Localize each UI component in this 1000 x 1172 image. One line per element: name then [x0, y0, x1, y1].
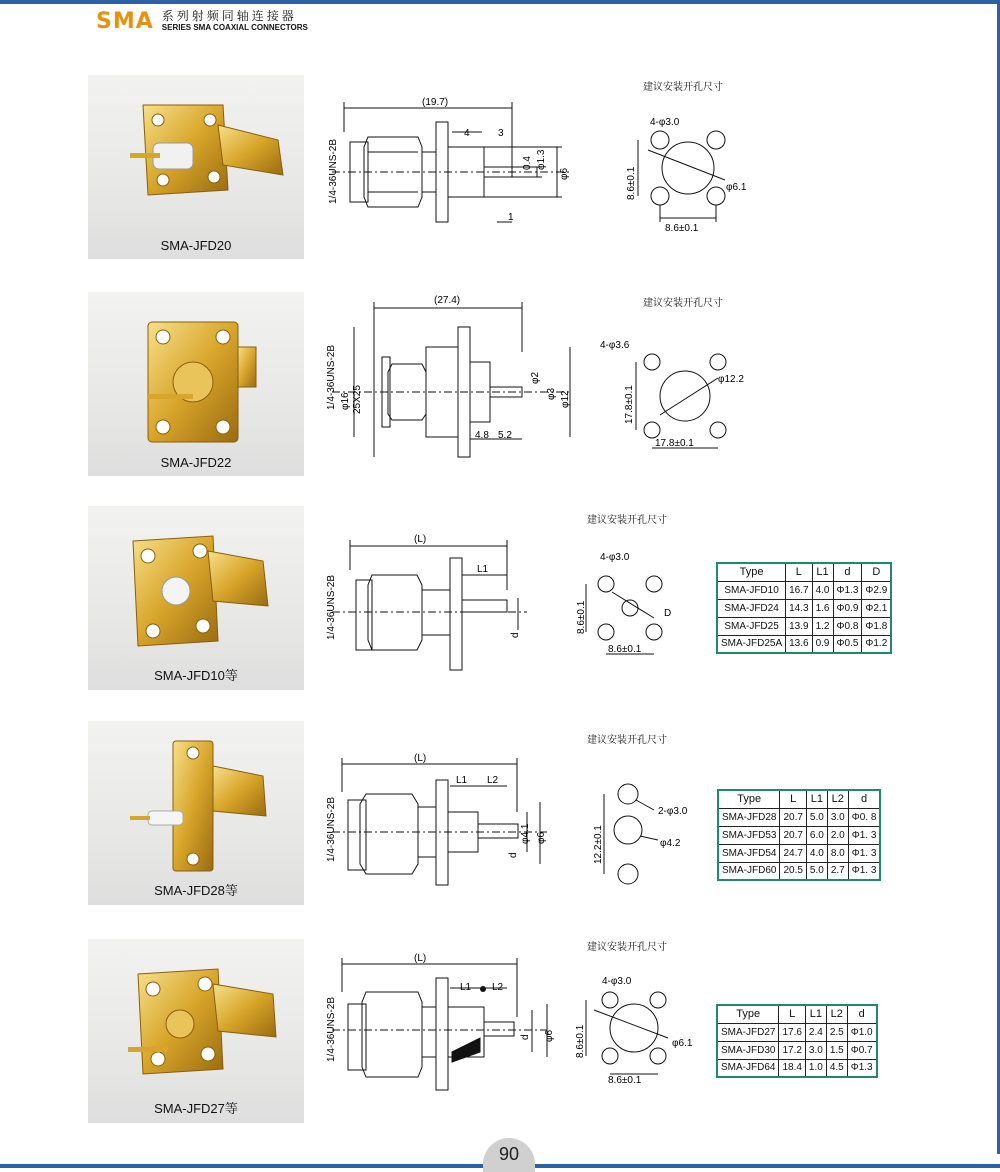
table-cell: 16.7	[786, 581, 812, 599]
dim-l1: L1	[460, 982, 472, 993]
dim-overall: (L)	[414, 753, 427, 764]
table-cell: Φ1.0	[847, 1023, 876, 1041]
table-header-cell: d	[847, 1005, 876, 1023]
table-header-cell: L1	[805, 1005, 826, 1023]
dim-c: φ12	[560, 390, 571, 408]
page-header	[96, 6, 308, 36]
spec-table-jfd27	[716, 1004, 878, 1078]
table-row	[717, 1059, 877, 1077]
table-cell: Φ0. 8	[848, 808, 880, 826]
dimension-drawing-jfd22	[322, 292, 582, 464]
hole-title: 建议安装开孔尺寸	[587, 942, 667, 953]
connector-image	[88, 75, 304, 259]
table-row	[717, 617, 891, 635]
reference-point	[480, 986, 486, 992]
table-cell: 1.6	[812, 599, 833, 617]
hole-center: φ6.1	[726, 182, 747, 193]
table-cell: 17.6	[779, 1023, 805, 1041]
hole-count: 2-φ3.0	[658, 806, 688, 817]
dim-d: d	[508, 852, 519, 858]
hole-h: 8.6±0.1	[665, 223, 699, 234]
dim-thread: 1/4-36UNS-2B	[326, 574, 337, 640]
hole-h: 8.6±0.1	[608, 644, 642, 655]
table-cell: Φ1.8	[862, 617, 891, 635]
dim-d: φ1.3	[536, 149, 547, 170]
table-cell: 17.2	[779, 1041, 805, 1059]
table-cell: Φ2.9	[862, 581, 891, 599]
product-photo-jfd20	[88, 75, 304, 259]
dim-flange2: 25X25	[352, 385, 363, 414]
dim-b: 3	[498, 128, 504, 139]
table-header-cell: Type	[718, 790, 780, 808]
top-border	[0, 0, 1000, 4]
product-label: SMA-JFD20	[160, 238, 232, 253]
dim-overall: (19.7)	[422, 97, 449, 108]
dim-overall: (L)	[414, 953, 427, 964]
table-cell: Φ0.7	[847, 1041, 876, 1059]
table-cell: Φ0.8	[833, 617, 862, 635]
dimension-drawing-jfd20	[322, 92, 582, 242]
table-header-cell: Type	[717, 1005, 779, 1023]
table-header-cell: L1	[812, 563, 833, 581]
hole-h: 8.6±0.1	[608, 1075, 642, 1086]
hole-v: 12.2±0.1	[593, 825, 604, 864]
product-label: SMA-JFD22	[160, 455, 232, 470]
hole-count: 4-φ3.6	[600, 340, 630, 351]
dim-f: φ6	[544, 1029, 555, 1042]
table-row	[718, 844, 880, 862]
hole-v: 8.6±0.1	[626, 166, 637, 200]
hole-center: φ4.2	[660, 838, 681, 849]
table-cell: 1.2	[812, 617, 833, 635]
hole-h: 17.8±0.1	[655, 438, 694, 449]
product-photo-jfd27	[88, 939, 304, 1123]
hole-count: 4-φ3.0	[650, 117, 680, 128]
connector-image	[88, 939, 304, 1123]
table-cell: SMA-JFD27	[717, 1023, 779, 1041]
table-cell: 3.0	[827, 808, 848, 826]
header-title-en: SERIES SMA COAXIAL CONNECTORS	[161, 23, 308, 32]
product-label: SMA-JFD27等	[154, 1101, 238, 1116]
hole-title: 建议安装开孔尺寸	[643, 82, 723, 93]
dim-e: φ6	[559, 167, 570, 180]
dim-f: 1	[508, 212, 514, 223]
dim-a: 4	[464, 128, 470, 139]
hole-title: 建议安装开孔尺寸	[643, 298, 723, 309]
hole-v: 8.6±0.1	[575, 1024, 586, 1058]
dim-a: φ2	[530, 371, 541, 384]
page-number: 90	[483, 1138, 535, 1172]
table-cell: 2.4	[805, 1023, 826, 1041]
table-cell: 18.4	[779, 1059, 805, 1077]
table-cell: Φ0.5	[833, 635, 862, 653]
dim-flange1: φ16	[340, 392, 351, 410]
product-photo-jfd22	[88, 292, 304, 476]
table-cell: SMA-JFD64	[717, 1059, 779, 1077]
table-header-cell: d	[848, 790, 880, 808]
table-header-cell: L2	[826, 1005, 847, 1023]
table-cell: 2.0	[827, 826, 848, 844]
hole-drawing-jfd27	[572, 970, 707, 1085]
connector-image	[88, 292, 304, 476]
table-cell: 3.0	[805, 1041, 826, 1059]
table-cell: Φ0.9	[833, 599, 862, 617]
table-row	[718, 862, 880, 880]
table-header-cell: d	[833, 563, 862, 581]
table-row	[717, 1041, 877, 1059]
table-cell: SMA-JFD53	[718, 826, 780, 844]
table-cell: SMA-JFD60	[718, 862, 780, 880]
hole-drawing-jfd22	[600, 330, 770, 460]
table-cell: SMA-JFD25	[717, 617, 786, 635]
dim-e: 5.2	[498, 430, 512, 441]
dim-thread: 1/4-36UNS-2B	[326, 996, 337, 1062]
table-cell: 1.5	[826, 1041, 847, 1059]
table-cell: Φ1.3	[833, 581, 862, 599]
hole-v: 8.6±0.1	[576, 600, 587, 634]
table-cell: 20.7	[780, 808, 806, 826]
product-label: SMA-JFD10等	[154, 668, 238, 683]
table-cell: Φ2.1	[862, 599, 891, 617]
table-cell: 4.0	[812, 581, 833, 599]
table-cell: SMA-JFD25A	[717, 635, 786, 653]
dim-d: d	[510, 632, 521, 638]
dim-e: φ4.1	[520, 823, 531, 844]
table-row	[718, 808, 880, 826]
table-header-cell: D	[862, 563, 891, 581]
dim-f: φ6	[536, 831, 547, 844]
table-cell: 4.0	[806, 844, 827, 862]
hole-center: D	[664, 608, 672, 619]
table-header-cell: L	[779, 1005, 805, 1023]
hole-title: 建议安装开孔尺寸	[587, 735, 667, 746]
hole-v: 17.8±0.1	[624, 385, 635, 424]
table-header-cell: L1	[806, 790, 827, 808]
table-cell: 20.7	[780, 826, 806, 844]
hole-drawing-jfd10	[572, 542, 692, 662]
table-row	[717, 635, 891, 653]
dimension-drawing-jfd27	[322, 952, 555, 1097]
table-cell: 5.0	[806, 862, 827, 880]
connector-image	[88, 721, 304, 905]
table-cell: Φ1. 3	[848, 844, 880, 862]
table-row	[717, 581, 891, 599]
hole-count: 4-φ3.0	[602, 976, 632, 987]
table-cell: 13.9	[786, 617, 812, 635]
table-cell: 24.7	[780, 844, 806, 862]
table-header-cell: L2	[827, 790, 848, 808]
dimension-drawing-jfd10	[322, 530, 532, 680]
table-cell: 1.0	[805, 1059, 826, 1077]
table-cell: Φ1.2	[862, 635, 891, 653]
table-cell: Φ1. 3	[848, 826, 880, 844]
product-label: SMA-JFD28等	[154, 883, 238, 898]
dim-c: 0.4	[522, 156, 533, 170]
hole-title: 建议安装开孔尺寸	[587, 515, 667, 526]
connector-image	[88, 506, 304, 690]
table-cell: 6.0	[806, 826, 827, 844]
dim-b: φ3	[546, 387, 557, 400]
table-row	[717, 1023, 877, 1041]
table-row	[717, 599, 891, 617]
table-cell: SMA-JFD28	[718, 808, 780, 826]
table-cell: 13.6	[786, 635, 812, 653]
table-cell: SMA-JFD10	[717, 581, 786, 599]
hole-center: φ12.2	[718, 374, 744, 385]
table-cell: 2.5	[826, 1023, 847, 1041]
table-cell: 20.5	[780, 862, 806, 880]
table-header-row	[718, 790, 880, 808]
dim-l2: L2	[487, 775, 499, 786]
table-cell: 2.7	[827, 862, 848, 880]
table-header-row	[717, 563, 891, 581]
table-cell: 0.9	[812, 635, 833, 653]
table-row	[718, 826, 880, 844]
table-header-row	[717, 1005, 877, 1023]
table-header-cell: Type	[717, 563, 786, 581]
product-photo-jfd28	[88, 721, 304, 905]
table-cell: 14.3	[786, 599, 812, 617]
sma-logo: SMA	[96, 8, 154, 34]
dim-l1: L1	[477, 564, 489, 575]
table-cell: SMA-JFD30	[717, 1041, 779, 1059]
table-header-cell: L	[780, 790, 806, 808]
dim-overall: (L)	[414, 534, 427, 545]
table-cell: Φ1.3	[847, 1059, 876, 1077]
dimension-drawing-jfd28	[322, 752, 552, 892]
table-cell: Φ1. 3	[848, 862, 880, 880]
dim-thread: 1/4-36UNS-2B	[326, 796, 337, 862]
dim-overall: (27.4)	[434, 295, 461, 306]
header-title-cn: 系列射频同轴连接器	[161, 9, 297, 23]
table-cell: 5.0	[806, 808, 827, 826]
spec-table-jfd10	[716, 562, 892, 654]
dim-thread: 1/4-36UNS-2B	[326, 344, 337, 410]
dim-l1: L1	[456, 775, 468, 786]
table-cell: SMA-JFD24	[717, 599, 786, 617]
spec-table-jfd28	[717, 789, 881, 881]
dim-thread: 1/4-36UNS-2B	[328, 138, 339, 204]
dim-l2: L2	[492, 982, 504, 993]
product-photo-jfd10	[88, 506, 304, 690]
hole-drawing-jfd28	[588, 768, 728, 893]
dim-d: d	[520, 1034, 531, 1040]
hole-drawing-jfd20	[620, 110, 760, 235]
table-header-cell: L	[786, 563, 812, 581]
table-cell: SMA-JFD54	[718, 844, 780, 862]
hole-count: 4-φ3.0	[600, 552, 630, 563]
table-cell: 8.0	[827, 844, 848, 862]
hole-center: φ6.1	[672, 1038, 693, 1049]
table-cell: 4.5	[826, 1059, 847, 1077]
dim-d: 4.8	[475, 430, 489, 441]
